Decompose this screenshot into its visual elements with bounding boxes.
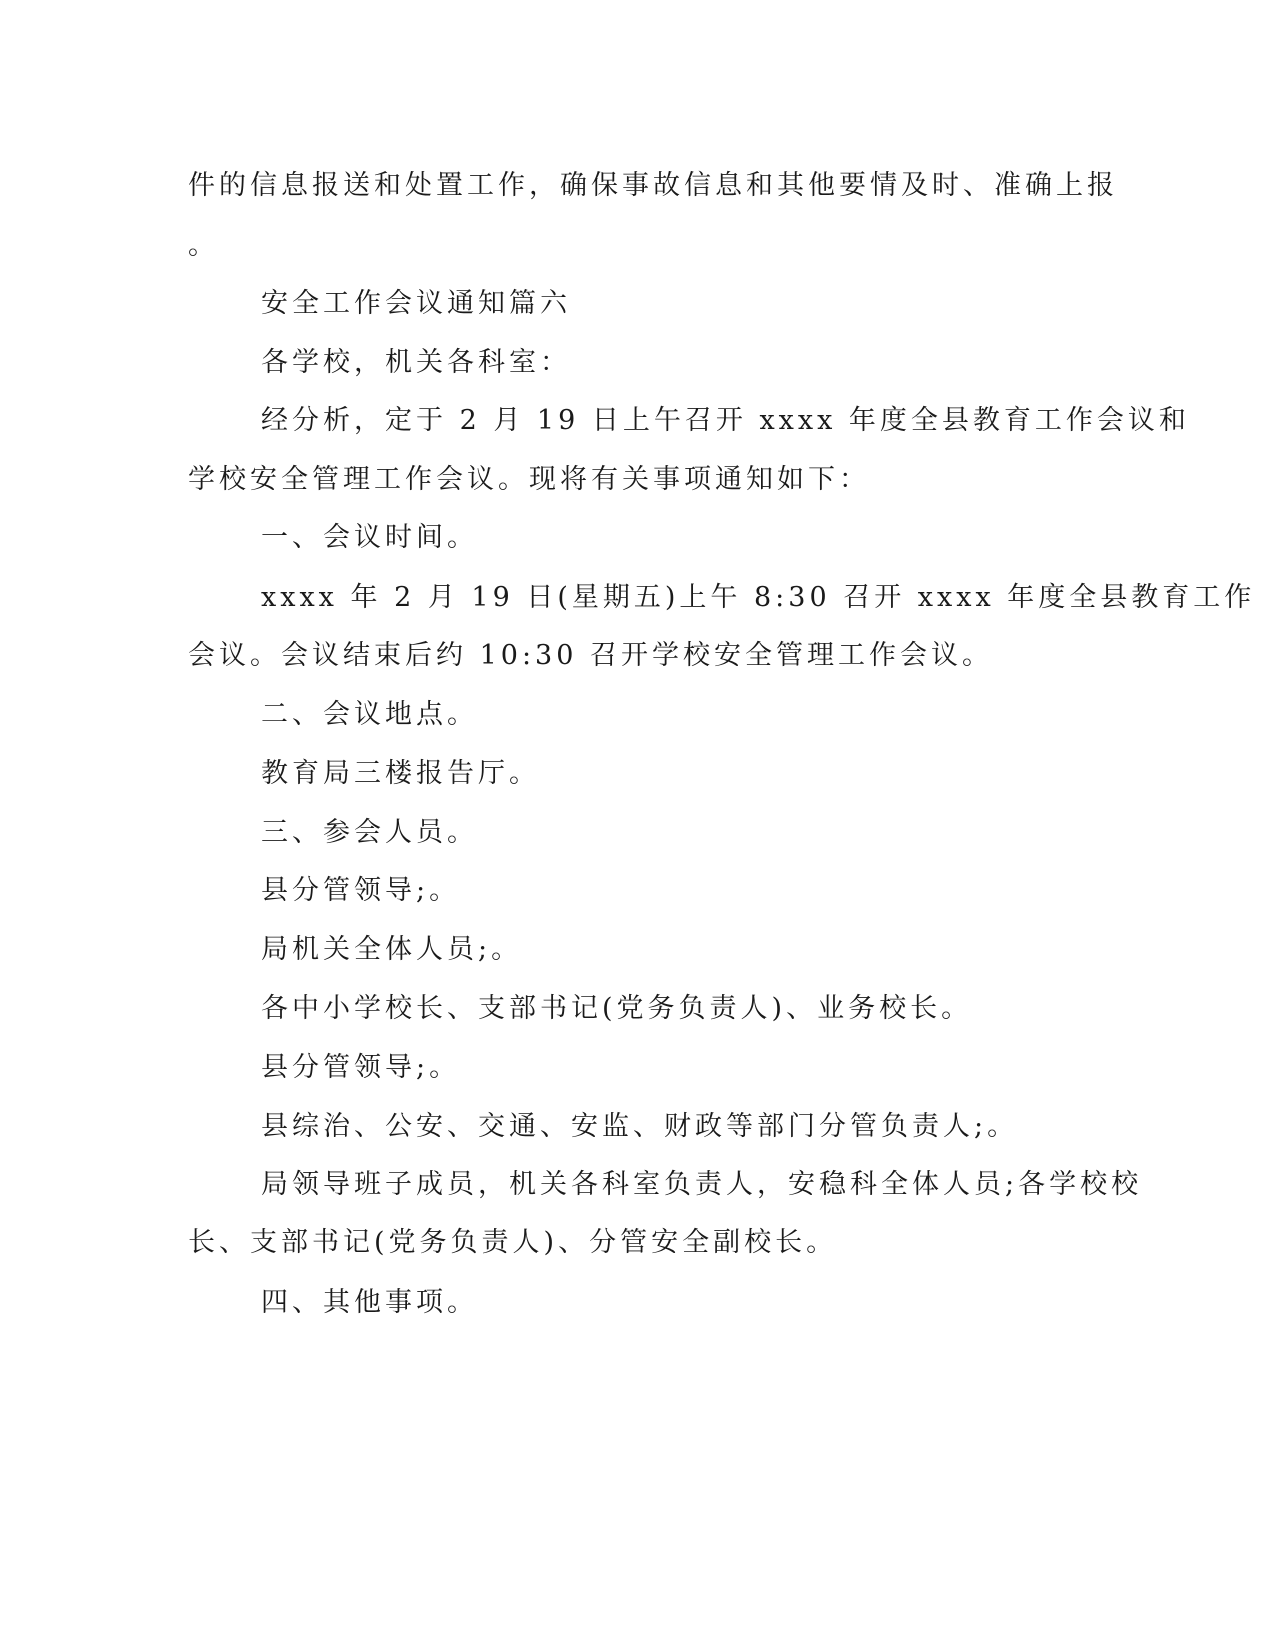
text-line: 件的信息报送和处置工作，确保事故信息和其他要情及时、准确上报 (188, 170, 1118, 201)
text-line: 学校安全管理工作会议。现将有关事项通知如下： (188, 464, 870, 495)
item-heading: 四、其他事项。 (261, 1287, 478, 1318)
text-line: 局领导班子成员，机关各科室负责人，安稳科全体人员;各学校校 (261, 1169, 1143, 1200)
section-heading: 安全工作会议通知篇六 (261, 288, 571, 319)
text-line: 经分析，定于 2 月 19 日上午召开 xxxx 年度全县教育工作会议和 (261, 405, 1190, 436)
text-line: 县分管领导;。 (261, 875, 461, 906)
text-line: 会议。会议结束后约 10:30 召开学校安全管理工作会议。 (188, 640, 993, 671)
text-line: xxxx 年 2 月 19 日(星期五)上午 8:30 召开 xxxx 年度全县教育工作 (261, 582, 1256, 613)
text-line: 。 (188, 230, 219, 261)
item-heading: 一、会议时间。 (261, 522, 478, 553)
item-heading: 二、会议地点。 (261, 699, 478, 730)
text-line: 长、支部书记(党务负责人)、分管安全副校长。 (188, 1227, 838, 1258)
item-heading: 三、参会人员。 (261, 817, 478, 848)
salutation: 各学校，机关各科室： (261, 347, 571, 378)
text-line: 教育局三楼报告厅。 (261, 758, 540, 789)
text-line: 县综治、公安、交通、安监、财政等部门分管负责人;。 (261, 1111, 1019, 1142)
text-line: 县分管领导;。 (261, 1052, 461, 1083)
text-line: 各中小学校长、支部书记(党务负责人)、业务校长。 (261, 993, 973, 1024)
text-line: 局机关全体人员;。 (261, 934, 523, 965)
